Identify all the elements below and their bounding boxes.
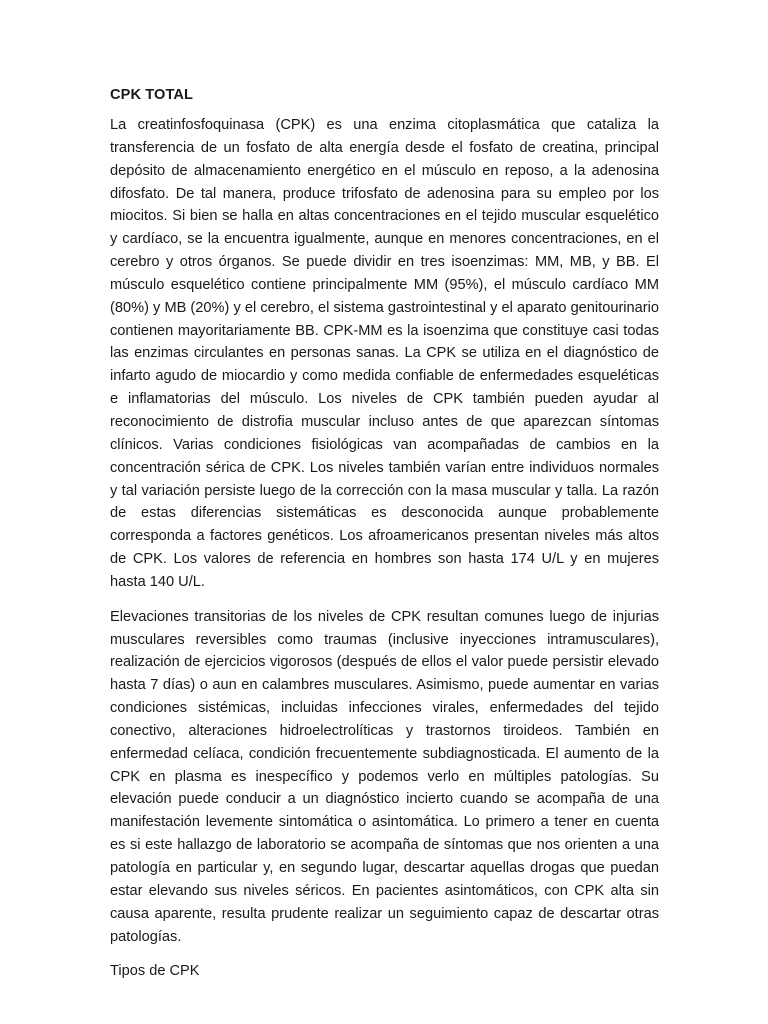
section-subheading: Tipos de CPK (110, 963, 200, 980)
document-title: CPK TOTAL (110, 87, 194, 103)
paragraph-intro: La creatinfosfoquinasa (CPK) es una enzima citoplasmática que cataliza la transferencia de un fosfato de alta energía desde el fosfato de creatina, principal depósito de almacenamiento energético en el músculo en reposo, a la adenosina difosfato. De tal manera, produce trifosfato de adenosina para su empleo por los miocitos. Si bien se halla en altas concentraciones en el tejido muscular esquelético y cardíaco, se la encuentra igualmente, aunque en menores concentraciones, en el cerebro y otros órganos. Se puede dividir en tres isoenzimas: MM, MB, y BB. El músculo esquelético contiene principalmente MM (95%), el músculo cardíaco MM (80%) y MB (20%) y el cerebro, el sistema gastrointestinal y el aparato genitourinario contienen mayoritariamente BB. CPK-MM es la isoenzima que constituye casi todas las enzimas circulantes en personas sanas. La CPK se utiliza en el diagnóstico de infarto agudo de miocardio y como medida confiable de enfermedades esqueléticas e inflamatorias del músculo. Los niveles de CPK también pueden ayudar al reconocimiento de distrofia muscular incluso antes de que aparezcan síntomas clínicos. Varias condiciones fisiológicas van acompañadas de cambios en la concentración sérica de CPK. Los niveles también varían entre individuos normales y tal variación persiste luego de la corrección con la masa muscular y talla. La razón de estas diferencias sistemáticas es desconocida aunque probablemente corresponda a factores genéticos. Los afroamericanos presentan niveles más altos de CPK. Los valores de referencia en hombres son hasta 174 U/L y en mujeres hasta 140 U/L. (110, 117, 659, 590)
paragraph-elevations: Elevaciones transitorias de los niveles de CPK resultan comunes luego de injurias musculares reversibles como traumas (inclusive inyecciones intramusculares), realización de ejercicios vigorosos (después de ellos el valor puede persistir elevado hasta 7 días) o aun en calambres musculares. Asimismo, puede aumentar en varias condiciones sistémicas, incluidas infecciones virales, enfermedades del tejido conectivo, alteraciones hidroelectrolíticas y trastornos tiroideos. También en enfermedad celíaca, condición frecuentemente subdiagnosticada. El aumento de la CPK en plasma es inespecífico y podemos verlo en múltiples patologías. Su elevación puede conducir a un diagnóstico incierto cuando se acompaña de una manifestación levemente sintomática o asintomática. Lo primero a tener en cuenta es si este hallazgo de laboratorio se acompaña de síntomas que nos orienten a una patología en particular y, en segundo lugar, descartar aquellas drogas que puedan estar elevando sus niveles séricos. En pacientes asintomáticos, con CPK alta sin causa aparente, resulta prudente realizar un seguimiento capaz de descartar otras patologías. (110, 608, 659, 945)
document-body (110, 84, 659, 983)
